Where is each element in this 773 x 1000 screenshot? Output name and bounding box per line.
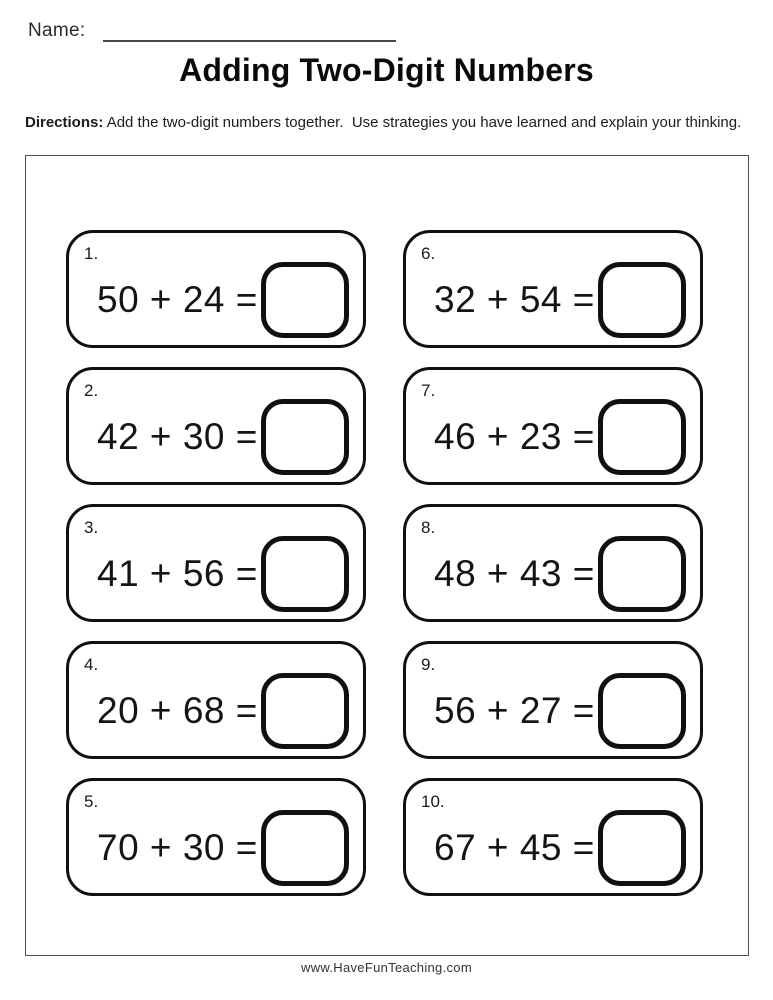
problem-card bbox=[403, 367, 703, 485]
directions-text: Add the two-digit numbers together. Use strategies you have learned and explain your thinking. bbox=[106, 114, 742, 131]
problem-expression: 56 + 27 = bbox=[434, 690, 595, 731]
problem-expression: 50 + 24 = bbox=[97, 279, 258, 320]
answer-box[interactable] bbox=[261, 262, 349, 338]
problem-expression: 41 + 56 = bbox=[97, 553, 258, 594]
problem-row bbox=[97, 812, 349, 884]
problem-number: 2. bbox=[84, 381, 99, 400]
problem-number: 7. bbox=[421, 381, 436, 400]
answer-box[interactable] bbox=[261, 810, 349, 886]
problem-number: 3. bbox=[84, 518, 99, 537]
name-row bbox=[28, 20, 396, 42]
problem-card bbox=[66, 504, 366, 622]
problem-card bbox=[66, 230, 366, 348]
problem-card bbox=[403, 778, 703, 896]
name-fill-in-line[interactable] bbox=[103, 21, 396, 42]
problem-number: 6. bbox=[421, 244, 436, 263]
problem-expression: 70 + 30 = bbox=[97, 827, 258, 868]
footer-url: www.HaveFunTeaching.com bbox=[301, 960, 472, 975]
problem-expression: 42 + 30 = bbox=[97, 416, 258, 457]
problem-expression: 20 + 68 = bbox=[97, 690, 258, 731]
problem-row bbox=[434, 675, 686, 747]
problem-number: 9. bbox=[421, 655, 436, 674]
problem-expression: 48 + 43 = bbox=[434, 553, 595, 594]
problem-expression: 67 + 45 = bbox=[434, 827, 595, 868]
name-label: Name: bbox=[28, 20, 86, 41]
answer-box[interactable] bbox=[261, 673, 349, 749]
problem-number: 8. bbox=[421, 518, 436, 537]
problem-number: 1. bbox=[84, 244, 99, 263]
answer-box[interactable] bbox=[598, 262, 686, 338]
answer-box[interactable] bbox=[598, 399, 686, 475]
answer-box[interactable] bbox=[261, 399, 349, 475]
page-title: Adding Two-Digit Numbers bbox=[179, 52, 594, 88]
problem-row bbox=[434, 264, 686, 336]
problem-row bbox=[434, 401, 686, 473]
problem-row bbox=[97, 401, 349, 473]
answer-box[interactable] bbox=[598, 810, 686, 886]
problem-number: 5. bbox=[84, 792, 99, 811]
problem-card bbox=[403, 641, 703, 759]
problem-card bbox=[403, 504, 703, 622]
problem-row bbox=[434, 812, 686, 884]
problem-expression: 32 + 54 = bbox=[434, 279, 595, 320]
problem-row bbox=[434, 538, 686, 610]
directions bbox=[25, 114, 765, 131]
problem-card bbox=[66, 778, 366, 896]
problems-grid bbox=[66, 230, 703, 896]
answer-box[interactable] bbox=[598, 673, 686, 749]
problem-row bbox=[97, 675, 349, 747]
problem-card bbox=[66, 367, 366, 485]
problem-expression: 46 + 23 = bbox=[434, 416, 595, 457]
problem-number: 4. bbox=[84, 655, 99, 674]
problem-card bbox=[403, 230, 703, 348]
problem-row bbox=[97, 538, 349, 610]
problem-row bbox=[97, 264, 349, 336]
problem-card bbox=[66, 641, 366, 759]
worksheet-frame bbox=[25, 155, 749, 956]
directions-label: Directions: bbox=[25, 114, 104, 131]
answer-box[interactable] bbox=[261, 536, 349, 612]
problem-number: 10. bbox=[421, 792, 445, 811]
answer-box[interactable] bbox=[598, 536, 686, 612]
